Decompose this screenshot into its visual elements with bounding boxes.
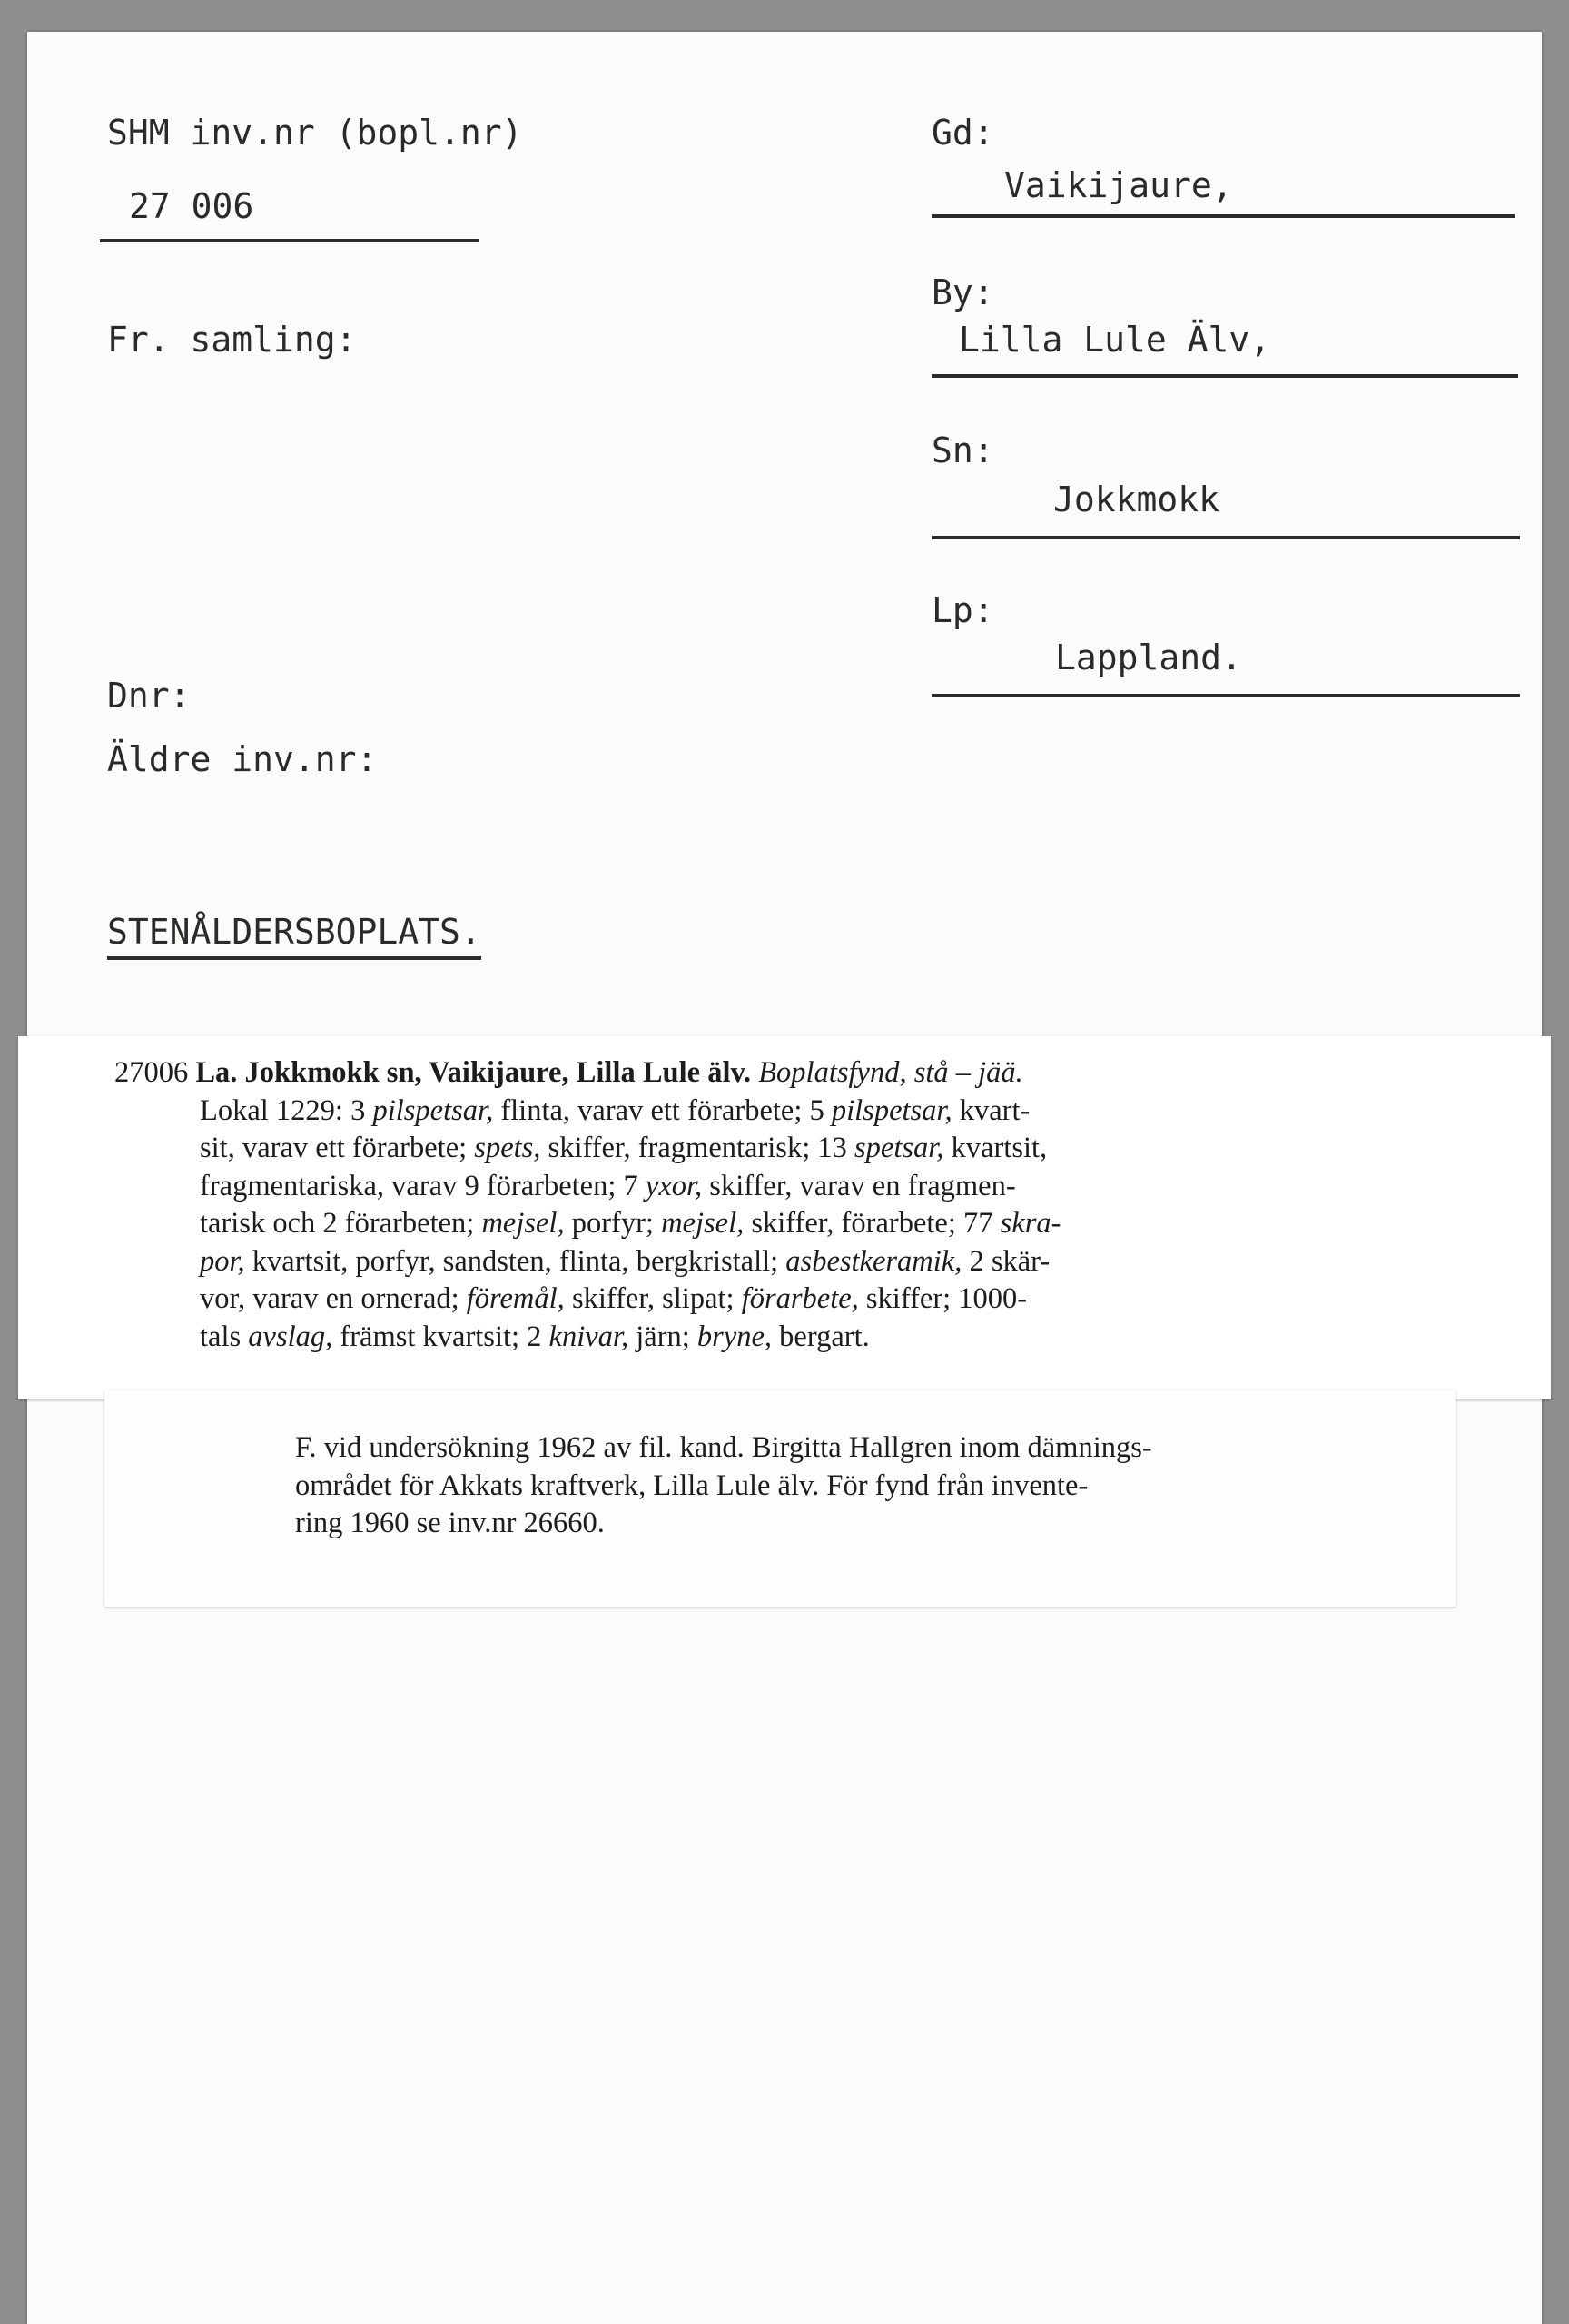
slip-text-run: kvartsit, [943,1132,1048,1164]
slip-number: 27006 [114,1056,189,1089]
slip-body-line [200,1319,870,1357]
site-type-title: STENÅLDERSBOPLATS. [107,915,481,960]
slip-body-line [200,1281,1027,1319]
slip-text-run: porfyr; [564,1207,662,1240]
sn-value: Jokkmokk [1053,480,1220,519]
by-value: Lilla Lule Älv, [959,320,1271,360]
object-term: skra- [1000,1207,1061,1240]
slip-body-line [200,1168,1016,1206]
object-term: spetsar, [854,1132,944,1164]
object-term: asbestkeramik, [785,1244,962,1278]
slip-text-run: sit, varav ett förarbete; [200,1132,475,1164]
dnr-label: Dnr: [107,676,191,716]
slip-body-line [200,1243,1050,1281]
gd-value: Vaikijaure, [1004,165,1233,205]
object-term: knivar, [548,1320,629,1353]
object-term: yxor, [645,1169,703,1202]
lp-underline [932,694,1520,697]
slip-heading-line [114,1054,1023,1093]
object-term: avslag, [248,1320,333,1353]
object-term: pilspetsar, [372,1093,494,1127]
slip-text-run: skiffer, varav en fragmen- [702,1169,1016,1202]
object-term: mejsel, [481,1207,565,1240]
slip-text-run: främst kvartsit; 2 [332,1320,549,1353]
object-term: förarbete, [741,1282,859,1315]
slip-body-line [200,1130,1047,1168]
slip-text-run: fragmentariska, varav 9 förarbeten; 7 [200,1169,646,1202]
slip-body-line [200,1205,1061,1243]
aldre-inv-label: Äldre inv.nr: [107,739,378,779]
slip-text-run: Lokal 1229: 3 [200,1093,373,1127]
slip-text-run: tals [200,1320,249,1353]
note-line: F. vid undersökning 1962 av fil. kand. Birgitta Hallgren inom dämnings- [295,1431,1152,1464]
slip-text-run: 2 skär- [962,1244,1051,1278]
slip-text-run: vor, varav en ornerad; [200,1282,467,1315]
inv-underline [100,239,479,242]
sn-label: Sn: [932,430,994,470]
slip-heading-italic: Boplatsfynd, stå – jää. [758,1056,1023,1089]
object-term: föremål, [466,1282,565,1315]
note-line: ring 1960 se inv.nr 26660. [295,1507,605,1539]
slip-text-run: kvartsit, porfyr, sandsten, flinta, bergkristall; [244,1244,786,1278]
catalog-slip [18,1036,1551,1399]
by-underline [932,374,1518,378]
slip-body-line [200,1093,1030,1131]
slip-text-run: flinta, varav ett förarbete; 5 [493,1093,832,1127]
object-term: pilspetsar, [831,1093,952,1127]
lp-value: Lappland. [1055,638,1242,677]
slip-text-run: kvart- [952,1093,1031,1127]
catalog-card [27,32,1542,2324]
object-term: mejsel, [661,1207,745,1240]
inv-number: 27 006 [129,186,254,226]
gd-underline [932,214,1515,218]
slip-text-run: bergart. [772,1320,870,1353]
sn-underline [932,536,1520,539]
object-term: bryne, [696,1320,773,1353]
slip-text-run: skiffer, fragmentarisk; 13 [540,1132,854,1164]
note-line: området för Akkats kraftverk, Lilla Lule älv. För fynd från invente- [295,1469,1089,1502]
lp-label: Lp: [932,590,994,630]
slip-text-run: skiffer; 1000- [858,1282,1028,1315]
samling-label: Fr. samling: [107,320,357,360]
note-slip [104,1390,1456,1607]
inv-label: SHM inv.nr (bopl.nr) [107,113,523,153]
object-term: spets, [474,1132,541,1164]
slip-text-run: skiffer, slipat; [564,1282,742,1315]
by-label: By: [932,272,994,312]
slip-heading: La. Jokkmokk sn, Vaikijaure, Lilla Lule älv. [195,1056,752,1089]
slip-text-run: tarisk och 2 förarbeten; [200,1207,482,1240]
slip-text-run: skiffer, förarbete; 77 [744,1207,1001,1240]
object-term: por, [200,1244,245,1278]
gd-label: Gd: [932,113,994,153]
slip-text-run: järn; [628,1320,697,1353]
